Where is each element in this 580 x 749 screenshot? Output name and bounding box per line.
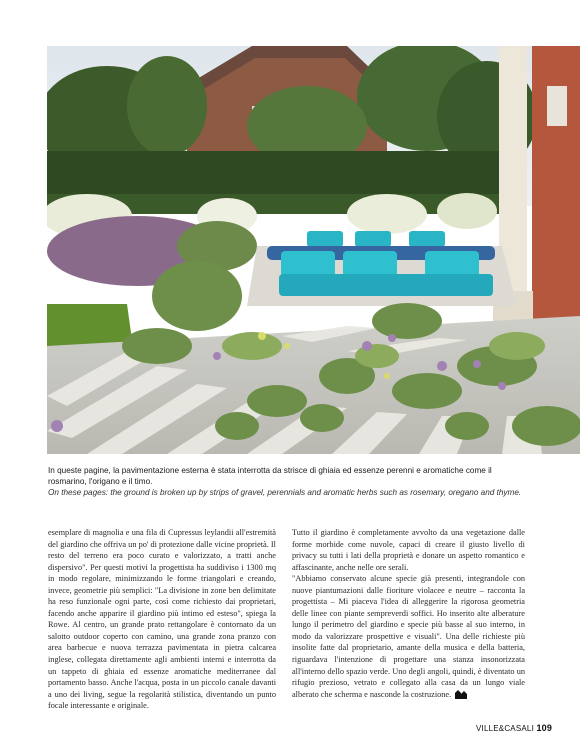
end-of-article-icon bbox=[455, 689, 467, 703]
caption-english: On these pages: the ground is broken up by strips of gravel, perennials and aromatic herbs such as rosemary, oregano and thyme. bbox=[48, 488, 522, 497]
article-paragraph bbox=[292, 573, 525, 702]
article-paragraph: Tutto il giardino è completamente avvolto da una vegetazione dalle forme morbide come nuvole, capaci di creare il giusto livello di privacy su tutti i lati della proprietà e donare un aspetto romantico e affascinante, anche nelle ore serali. bbox=[292, 528, 525, 572]
photo-caption bbox=[48, 465, 528, 498]
article-paragraph-text: "Abbiamo conservato alcune specie già presenti, integrandole con nuove piantumazioni dalle fioriture violacee e neutre – racconta la progettista – Mi piaceva l'idea di alleggerire la rigorosa geometria delle linee con piante sempreverdi soffici. Ho inserito alte alberature lungo il perimetro del giardino e specie più basse al suo interno, in modo da valorizzare prospettive e visuali". Una delle richieste più insolite fatte dal proprietario, amante della musica e della batteria, riguardava l'intenzione di progettare una stanza insonorizzata all'interno dello spazio verde. Uno degli angoli, quindi, è diventato un rifugio prezioso, vetrato e collegato alla casa da un lungo viale alberato che scherma e nasconde la costruzione. bbox=[292, 574, 525, 699]
caption-italian: In queste pagine, la pavimentazione esterna è stata interrotta da strisce di ghiaia ed essenze perenni e aromatiche come il rosmarino, l'origano e il timo. bbox=[48, 466, 492, 486]
page-number: 109 bbox=[536, 723, 553, 733]
garden-photo bbox=[47, 46, 580, 454]
article-column-left bbox=[48, 527, 276, 712]
magazine-name: VILLE&CASALI bbox=[476, 724, 534, 733]
page-footer bbox=[476, 723, 552, 733]
garden-illustration bbox=[47, 46, 580, 454]
article-column-right bbox=[292, 527, 525, 702]
article-paragraph: esemplare di magnolia e una fila di Cupressus leylandii all'estremità del giardino che offriva un po' di protezione dalle vicine proprietà. Il resto del terreno era poco curato e valorizzato, a tratti anche dispersivo". Per questi motivi la progettista ha suddiviso i 1300 mq in modo regolare, minimizzando le forme triangolari e creando, invece, geometrie più semplici: "La divisione in zone ben delimitate ha reso funzionale ogni parte, così come richiesto dai proprietari, facendo anche apparire il giardino più intimo ed esteso", spiega la Rowe. Al centro, un grande prato rettangolare è contornato da un salotto outdoor coperto con camino, una grande zona pranzo con area barbecue e nuova terrazza pavimentata in pietra calcarea inglese, collegata direttamente agli ambienti interni e interrotta da un tappeto di ghiaia ed essenze aromatiche mediterranee dal portamento basso. Anche l'acqua, posta in un piccolo canale davanti a uno dei living, segue la regolarità stilistica, diventando un punto focale interessante e originale. bbox=[48, 528, 276, 711]
